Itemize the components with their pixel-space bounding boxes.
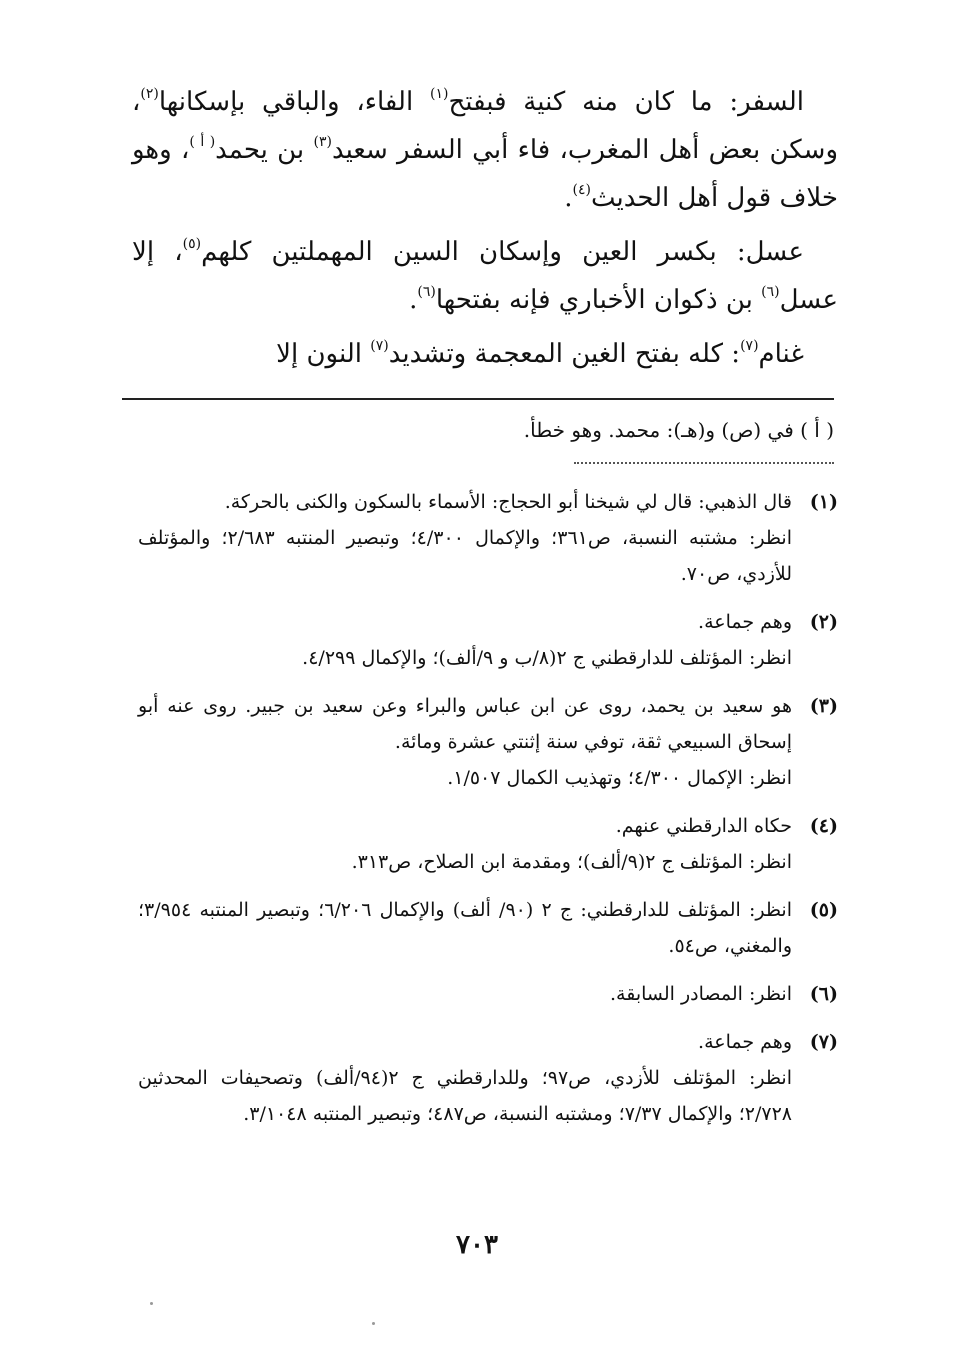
paragraph-asal <box>132 228 838 324</box>
footnote-number: (١) <box>809 491 838 513</box>
variant-note: ( أ ) في (ص) و(هـ): محمد. وهو خطأ. <box>523 418 834 442</box>
footnote <box>138 808 838 880</box>
main-text-segment: الفاء، والباقي بإسكانها <box>158 87 430 117</box>
footnote-line: انظر: الإكمال ٤/٣٠٠؛ وتهذيب الكمال ١/٥٠٧. <box>447 767 792 789</box>
footnote-body <box>138 604 792 676</box>
footnote-marker: ( أ ) <box>189 134 216 151</box>
main-text-segment: ، وسكن بعض أهل المغرب، فاء أبي السفر سعيد <box>132 87 839 165</box>
footnote-line: انظر: المصادر السابقة. <box>609 983 792 1005</box>
footnote-marker: (٤) <box>572 182 591 199</box>
footnote <box>138 892 838 964</box>
main-text-segment: النون إلا <box>276 339 371 369</box>
footnote-number: (٢) <box>809 611 838 633</box>
footnote-marker: (٦) <box>761 284 780 301</box>
footnote-marker: (٧) <box>370 338 389 355</box>
main-text <box>132 78 838 378</box>
dotted-separator <box>574 462 834 464</box>
footnote-marker: (٣) <box>313 134 332 151</box>
footnote-line: انظر: المؤتلف ج ٢(٩/ألف)؛ ومقدمة ابن الصلاح، ص٣١٣. <box>351 851 792 873</box>
main-text-segment: . <box>409 285 418 315</box>
page-number: ٧٠٣ <box>456 1230 498 1260</box>
footnote-marker: (١) <box>430 86 449 103</box>
footnote-separator-rule <box>122 398 834 400</box>
footnote-body <box>138 688 792 796</box>
main-text-segment: غنام <box>758 339 804 369</box>
footnote <box>138 484 838 592</box>
footnote-line: انظر: المؤتلف للدارقطني: ج ٢ (٩٠/ ألف) والإكمال ٦/٢٠٦؛ وتبصير المنتبه ٣/٩٥٤؛ والمغني، ص٥٤. <box>138 899 792 957</box>
footnote-line: هو سعيد بن يحمد، روى عن ابن عباس والبراء وعن سعيد بن جبير. روى عنه أبو إسحاق السبيعي ثقة، توفي سنة إثنتي عشرة ومائة. <box>138 695 792 753</box>
main-text-segment: . <box>564 183 573 213</box>
footnote-marker: (٥) <box>182 236 202 253</box>
footnote-number: (٦) <box>809 983 838 1005</box>
footnote-body <box>138 484 792 592</box>
main-text-segment: بن يحمد <box>215 135 314 165</box>
footnote-marker: (٧) <box>740 338 759 355</box>
footnote-body <box>138 892 792 964</box>
footnote <box>138 976 838 1012</box>
footnote-marker: (٦) <box>417 284 436 301</box>
main-text-segment: السفر: ما كان منه كنية فبفتح <box>448 87 804 117</box>
footnote-line: حكاه الدارقطني عنهم. <box>615 815 792 837</box>
scan-speck <box>150 1302 153 1305</box>
footnote <box>138 688 838 796</box>
footnote-number: (٣) <box>809 695 838 717</box>
footnote-body <box>138 1024 792 1132</box>
footnote-number: (٧) <box>809 1031 838 1053</box>
footnote-line: وهم جماعة. <box>698 1031 792 1053</box>
main-text-segment: ، وهو خلاف قول أهل الحديث <box>132 135 838 213</box>
footnote-line: انظر: المؤتلف للدارقطني ج ٢(٨/ب و ٩/ألف)؛ والإكمال ٤/٢٩٩. <box>302 647 792 669</box>
footnote-body <box>138 808 792 880</box>
paragraph-safar <box>132 78 838 222</box>
main-text-segment: ، إلا عسل <box>132 237 838 315</box>
scan-speck <box>372 1322 375 1325</box>
footnote-number: (٥) <box>809 899 838 921</box>
footnote-line: وهم جماعة. <box>698 611 792 633</box>
footnote-line: انظر: المؤتلف للأزدي، ص٩٧؛ وللدارقطني ج ٢(٩٤/ألف) وتصحيفات المحدثين ٢/٧٢٨؛ والإكمال ٧/٣٧؛ ومشتبه النسبة، ص٤٨٧؛ وتبصير المنتبه ٣/١٠٤٨. <box>138 1067 792 1125</box>
footnote-marker: (٢) <box>140 86 159 103</box>
main-text-segment: : كله بفتح الغين المعجمة وتشديد <box>388 339 741 369</box>
paragraph-ghannam <box>132 330 838 378</box>
footnote-line: قال الذهبي: قال لي شيخنا أبو الحجاج: الأسماء بالسكون والكنى بالحركة. <box>224 491 792 513</box>
main-text-segment: عسل: بكسر العين وإسكان السين المهملتين كلهم <box>201 237 804 267</box>
footnote-body <box>138 976 792 1012</box>
main-text-segment: بن ذكوان الأخباري فإنه بفتحها <box>435 285 762 315</box>
footnote-number: (٤) <box>809 815 838 837</box>
footnote-line: انظر: مشتبه النسبة، ص٣٦١؛ والإكمال ٤/٣٠٠؛ وتبصير المنتبه ٢/٦٨٣؛ والمؤتلف للأزدي، ص٧٠. <box>138 527 792 585</box>
footnote <box>138 1024 838 1132</box>
footnotes-list <box>138 484 838 1144</box>
footnote <box>138 604 838 676</box>
